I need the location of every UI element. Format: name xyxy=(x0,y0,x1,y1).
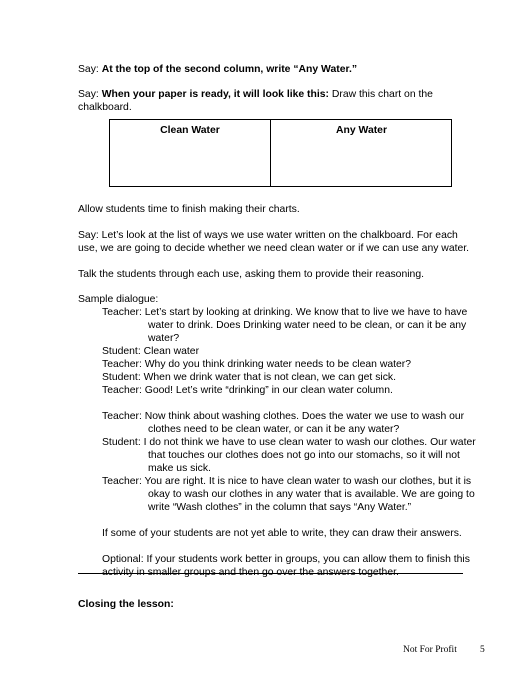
dialogue-line: Teacher: Good! Let’s write “drinking” in our clean water column. xyxy=(102,385,393,396)
dialogue-line: make us sick. xyxy=(148,463,211,474)
dialogue-line: that touches our clothes does not go into our stomachs, so it will not xyxy=(148,450,460,461)
say-instruction-1: Say: At the top of the second column, write “Any Water.” xyxy=(78,64,358,75)
paragraph-draw-answers: If some of your students are not yet able to write, they can draw their answers. xyxy=(102,528,462,539)
dialogue-line: Student: When we drink water that is not clean, we can get sick. xyxy=(102,372,396,383)
paragraph-talk-through: Talk the students through each use, asking them to provide their reasoning. xyxy=(78,269,424,280)
paragraph-optional-l1: Optional: If your students work better in groups, you can allow them to finish this xyxy=(102,554,470,565)
page-number: 5 xyxy=(480,645,485,655)
dialogue-line: Teacher: Let’s start by looking at drinking. We know that to live we have to have xyxy=(102,307,468,318)
water-chart xyxy=(109,119,452,187)
closing-heading: Closing the lesson: xyxy=(78,599,174,610)
section-divider xyxy=(78,573,463,574)
dialogue-line: okay to wash our clothes in any water that is available. We are going to xyxy=(148,489,475,500)
paragraph-say-list-l1: Say: Let’s look at the list of ways we use water written on the chalkboard. For each xyxy=(78,230,458,241)
footer-not-for-profit: Not For Profit xyxy=(403,645,457,655)
say-instruction-2-cont: chalkboard. xyxy=(78,102,132,113)
dialogue-line: water to drink. Does Drinking water need to be clean, or can it be any xyxy=(148,320,467,331)
dialogue-line: Teacher: You are right. It is nice to have clean water to wash our clothes, but it is xyxy=(102,476,472,487)
paragraph-say-list-l2: use, we are going to decide whether we need clean water or if we can use any water. xyxy=(78,243,470,254)
dialogue-line: water? xyxy=(148,333,180,344)
chart-header-clean-water: Clean Water xyxy=(160,125,220,136)
dialogue-line: clothes need to be clean water, or can it be any water? xyxy=(148,424,400,435)
dialogue-line: write “Wash clothes” in the column that says “Any Water.” xyxy=(148,502,412,513)
dialogue-line: Teacher: Now think about washing clothes. Does the water we use to wash our xyxy=(102,411,465,422)
say-instruction-2: Say: When your paper is ready, it will look like this: Draw this chart on the xyxy=(78,89,433,100)
dialogue-line: Teacher: Why do you think drinking water needs to be clean water? xyxy=(102,359,412,370)
paragraph-optional-l2: activity in smaller groups and then go over the answers together. xyxy=(102,567,399,578)
sample-dialogue-heading: Sample dialogue: xyxy=(78,294,159,305)
dialogue-line: Student: Clean water xyxy=(102,346,200,357)
paragraph-allow-time: Allow students time to finish making their charts. xyxy=(78,204,300,215)
dialogue-line: Student: I do not think we have to use clean water to wash our clothes. Our water xyxy=(102,437,476,448)
chart-header-any-water: Any Water xyxy=(336,125,387,136)
